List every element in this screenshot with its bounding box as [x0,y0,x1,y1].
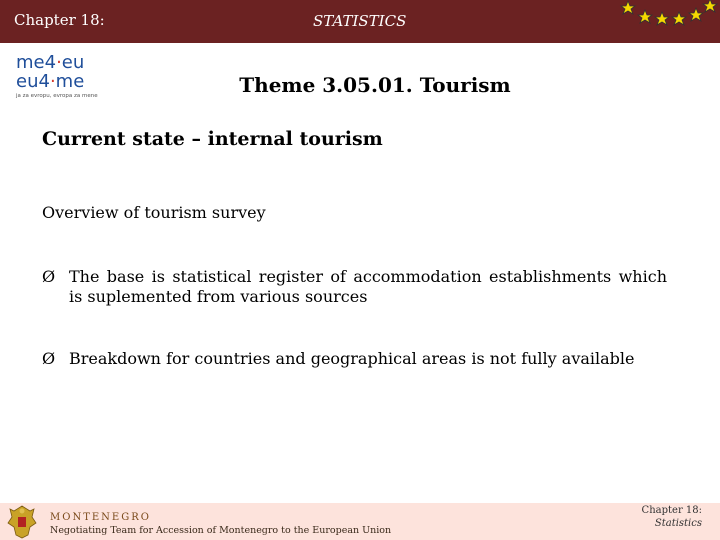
overview-text: Overview of tourism survey [42,203,266,222]
star-icon [655,12,669,25]
svg-text:ja za evropu, evropa za mene: ja za evropu, evropa za mene [16,93,98,99]
header-title: STATISTICS [313,12,407,30]
footer-chapter-label: Chapter 18: [641,505,702,516]
star-icon [621,1,635,14]
star-icon [672,12,686,25]
coat-of-arms-icon [4,503,40,540]
svg-text:eu4·me: eu4·me [16,71,85,92]
svg-text:me4·eu: me4·eu [16,52,85,73]
theme-title: Theme 3.05.01. Tourism [239,73,511,97]
footer-country: MONTENEGRO [50,512,151,523]
star-icon [638,10,652,23]
star-icon [689,8,703,21]
eu-stars-icon [600,0,720,32]
star-icon [703,0,717,12]
chapter-label: Chapter 18: [14,11,105,29]
footer-chapter [642,504,702,530]
section-subtitle: Current state – internal tourism [42,128,383,150]
bullet-text: Breakdown for countries and geographical areas is not fully available [69,349,635,368]
bullet-item [42,267,667,307]
footer-chapter-sub: Statistics [654,518,702,529]
arrow-bullet-icon: Ø [42,349,56,368]
footer-bar [0,503,720,540]
arrow-bullet-icon: Ø [42,267,56,286]
bullet-text: The base is statistical register of accommodation establishments which is suplemented from various sources [69,267,667,306]
footer-team: Negotiating Team for Accession of Montenegro to the European Union [50,525,392,536]
bullet-item [42,349,667,369]
